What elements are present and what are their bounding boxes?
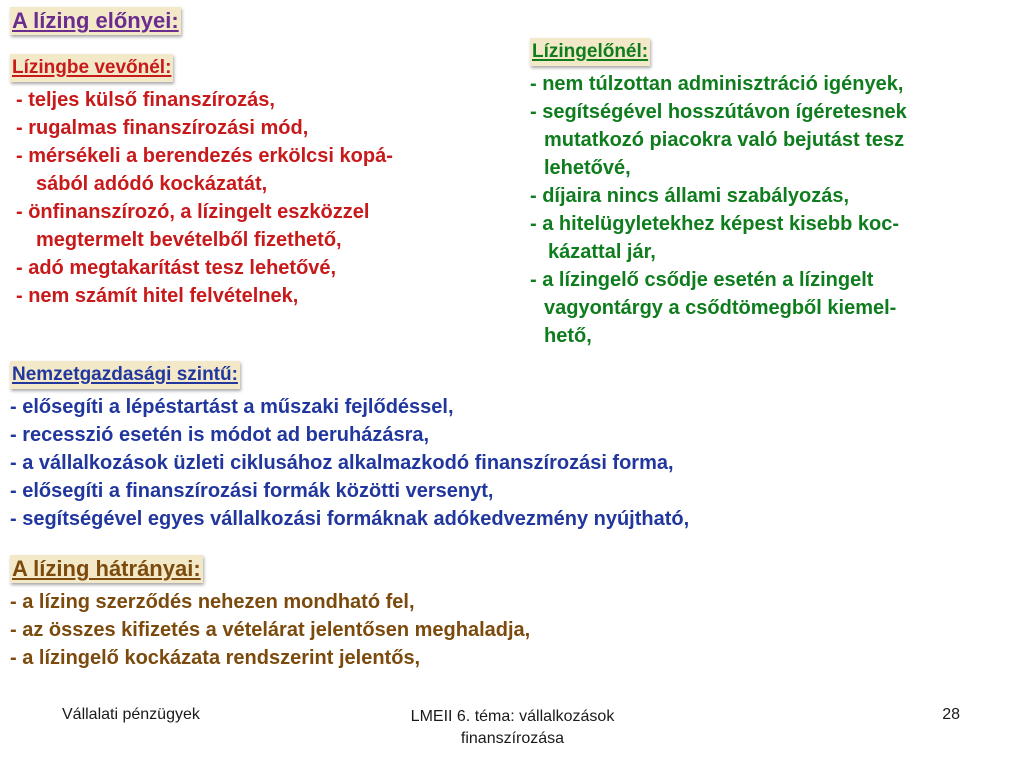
list-item: - elősegíti a lépéstartást a műszaki fejlődéssel, [10, 396, 454, 418]
list-item-continuation: kázattal jár, [548, 241, 656, 263]
list-item-continuation: vagyontárgy a csődtömegből kiemel- [544, 297, 897, 319]
lessor-list [530, 70, 907, 350]
list-item: - elősegíti a finanszírozási formák közötti versenyt, [10, 480, 494, 502]
list-item: - díjaira nincs állami szabályozás, [530, 185, 850, 207]
disadvantages-heading: A lízing hátrányai: [12, 556, 201, 581]
footer-topic-line1: LMEII 6. téma: vállalkozások [410, 708, 615, 725]
lessee-list [10, 86, 393, 310]
list-item-continuation: mutatkozó piacokra való bejutást tesz [544, 129, 905, 151]
national-list [10, 393, 689, 533]
list-item: - a hitelügyletekhez képest kisebb koc- [530, 213, 900, 235]
list-item-continuation: sából adódó kockázatát, [36, 173, 268, 195]
disadvantages-section [10, 555, 530, 672]
list-item: - teljes külső finanszírozás, [16, 89, 275, 111]
list-item: - segítségével hosszútávon ígéretesnek [530, 101, 907, 123]
disadvantages-list [10, 588, 530, 672]
national-economy-section [10, 360, 689, 533]
list-item: - recesszió esetén is módot ad beruházásra, [10, 424, 430, 446]
list-item: - adó megtakarítást tesz lehetővé, [16, 257, 337, 279]
list-item: - nem számít hitel felvételnek, [16, 285, 299, 307]
list-item: - a lízing szerződés nehezen mondható fel, [10, 591, 415, 613]
list-item: - mérsékeli a berendezés erkölcsi kopá- [16, 145, 393, 167]
list-item-continuation: lehetővé, [544, 157, 631, 179]
list-item: - nem túlzottan adminisztráció igények, [530, 73, 904, 95]
page-number: 28 [942, 706, 960, 723]
list-item: - a lízingelő csődje esetén a lízingelt [530, 269, 874, 291]
list-item: - önfinanszírozó, a lízingelt eszközzel [16, 201, 370, 223]
lessor-heading: Lízingelőnél: [530, 38, 650, 66]
national-heading: Nemzetgazdasági szintű: [10, 361, 240, 389]
advantages-title-block [10, 7, 181, 35]
lessee-heading: Lízingbe vevőnél: [10, 54, 173, 82]
lessee-section [10, 53, 393, 310]
footer-topic-line2: finanszírozása [460, 730, 565, 747]
list-item: - az összes kifizetés a vételárat jelentősen meghaladja, [10, 619, 531, 641]
footer-topic [360, 706, 665, 750]
footer-course-name: Vállalati pénzügyek [62, 706, 200, 723]
list-item-continuation: hető, [544, 325, 592, 347]
list-item: - segítségével egyes vállalkozási formáknak adókedvezmény nyújtható, [10, 508, 690, 530]
list-item: - a vállalkozások üzleti ciklusához alkalmazkodó finanszírozási forma, [10, 452, 674, 474]
list-item: - a lízingelő kockázata rendszerint jelentős, [10, 647, 421, 669]
lessor-section [530, 37, 907, 350]
page-title: A lízing előnyei: [12, 8, 179, 33]
list-item-continuation: megtermelt bevételből fizethető, [36, 229, 342, 251]
list-item: - rugalmas finanszírozási mód, [16, 117, 309, 139]
